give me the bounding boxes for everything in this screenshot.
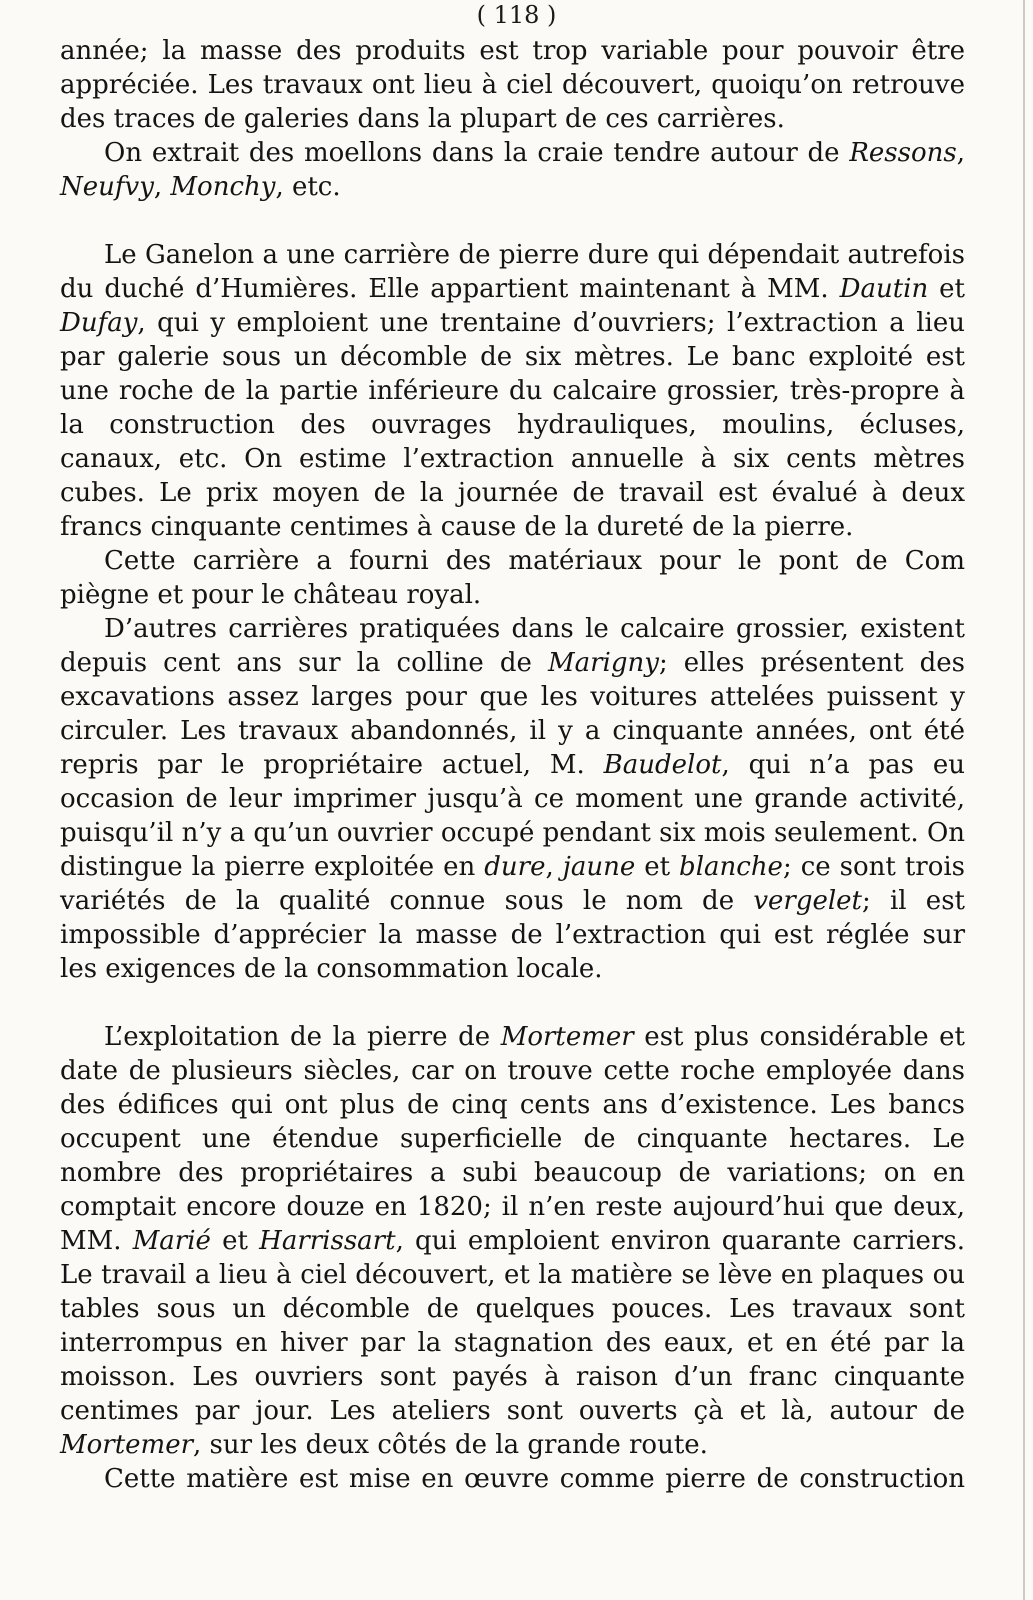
- italic-run: Mortemer: [500, 1022, 634, 1052]
- paragraph-7: [60, 1462, 965, 1496]
- italic-run: Baudelot: [603, 750, 722, 780]
- paragraph-1: [60, 34, 965, 136]
- text-run: ; il est impossible d’apprécier la masse de l’extraction qui est réglée sur les exigences de la consommation locale.: [60, 886, 965, 984]
- italic-run: Dautin: [839, 274, 929, 304]
- italic-run: jaune: [562, 852, 636, 882]
- text-run: Le Ganelon a une carrière de pierre dure qui dépendait autrefois du duché d’Humières. Elle appartient maintenant à MM.: [60, 240, 965, 304]
- text-run: ,: [545, 852, 563, 882]
- italic-run: Marigny: [547, 648, 659, 678]
- text-run: , etc.: [275, 172, 341, 202]
- text-run: est plus considérable et date de plusieurs siècles, car on trouve cette roche employée dans des édifices qui ont plus de cinq cents ans d’existence. Les bancs occupent une étendue superficielle de cinquante hectares. Le nombre des propriétaires a subi beaucoup de variations; on en comptait encore douze en 1820; il n’en reste aujourd’hui que deux, MM.: [60, 1022, 965, 1256]
- text-run: ; ce sont trois variétés de la qualité connue sous le nom de: [60, 852, 966, 916]
- italic-run: dure: [484, 852, 546, 882]
- text-run: et: [210, 1226, 260, 1256]
- text-run: et: [928, 274, 965, 304]
- italic-run: vergelet: [753, 886, 862, 916]
- italic-run: Harrissart: [259, 1226, 396, 1256]
- paragraph-2: [60, 136, 965, 204]
- text-run: ,: [956, 138, 965, 168]
- paragraph-5: [60, 612, 965, 986]
- text-run: , sur les deux côtés de la grande route.: [193, 1430, 708, 1460]
- paragraph-6: [60, 1020, 965, 1462]
- paragraph-4: [60, 544, 965, 612]
- text-run: , qui emploient environ quarante carriers. Le travail a lieu à ciel découvert, et la matière se lève en plaques ou tables sous un décomble de quelques pouces. Les travaux sont interrompus en hiver par la stagnation des eaux, et en été par la moisson. Les ouvriers sont payés à raison d’un franc cinquante centimes par jour. Les ateliers sont ouverts çà et là, autour de: [60, 1226, 965, 1426]
- text-run: ; elles présentent des excavations assez larges pour que les voitures attelées puissent y circuler. Les travaux abandonnés, il y a cinquante années, ont été repris par le propriétaire actuel, M.: [60, 648, 965, 780]
- italic-run: Monchy: [170, 172, 276, 202]
- italic-run: Marié: [132, 1226, 211, 1256]
- text-run: D’autres carrières pratiquées dans le calcaire grossier, existent depuis cent ans sur la colline de: [60, 614, 965, 678]
- page-number: ( 118 ): [476, 1, 557, 29]
- italic-run: Dufay: [60, 308, 138, 338]
- text-run: , qui y emploient une trentaine d’ouvriers; l’extraction a lieu par galerie sous un décomble de six mètres. Le banc exploité est une roche de la partie inférieure du calcaire grossier, très-propre à la construction des ouvrages hydrauliques, moulins, écluses, canaux, etc. On estime l’extraction annuelle à six cents mètres cubes. Le prix moyen de la journée de travail est évalué à deux francs cinquante centimes à cause de la dureté de la pierre.: [60, 308, 965, 542]
- text-run: , qui n’a pas eu occasion de leur imprimer jusqu’à ce moment une grande activité, puisqu’il n’y a qu’un ouvrier occupé pendant six mois seulement. On distingue la pierre exploitée en: [60, 750, 965, 882]
- body-text: [60, 34, 965, 1496]
- text-run: année; la masse des produits est trop variable pour pouvoir être appréciée. Les travaux ont lieu à ciel découvert, quoiqu’on retrouve des traces de galeries dans la plupart de ces carrières.: [60, 36, 965, 134]
- text-run: L’exploitation de la pierre de: [104, 1022, 501, 1052]
- text-run: et: [635, 852, 680, 882]
- italic-run: Neufvy: [60, 172, 154, 202]
- text-run: ,: [153, 172, 171, 202]
- italic-run: blanche: [679, 852, 783, 882]
- paragraph-3: [60, 238, 965, 544]
- text-run: On extrait des moellons dans la craie tendre autour de: [104, 138, 850, 168]
- text-run: Cette matière est mise en œuvre comme pierre de construction: [104, 1464, 965, 1494]
- italic-run: Mortemer: [60, 1430, 194, 1460]
- italic-run: Ressons: [849, 138, 957, 168]
- page-edge-line: [1023, 0, 1025, 1600]
- text-run: Cette carrière a fourni des matériaux pour le pont de Com piègne et pour le château royal.: [60, 546, 965, 610]
